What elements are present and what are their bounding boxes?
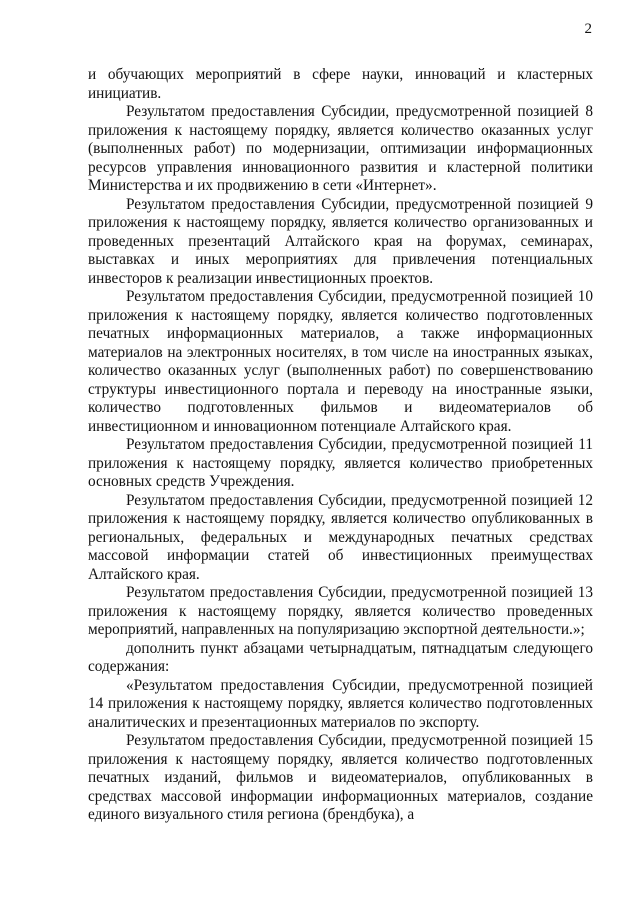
paragraph-1: и обучающих мероприятий в сфере науки, инноваций и кластерных инициатив. <box>88 66 593 102</box>
paragraph-3: Результатом предоставления Субсидии, предусмотренной позицией 9 приложения к настоящему порядку, является количество организованных и проведенных презентаций Алтайского края на форумах, семинарах, выставках и иных мероприятиях для привлечения потенциальных инвесторов к реализации инвестиционных проектов. <box>88 195 593 287</box>
paragraph-4: Результатом предоставления Субсидии, предусмотренной позицией 10 приложения к настоящему порядку, является количество подготовленных печатных информационных материалов, а также информационных материалов на электронных носителях, в том числе на иностранных языках, количество оказанных услуг (выполненных работ) по совершенствованию структуры инвестиционного портала и переводу на иностранные языки, количество подготовленных фильмов и видеоматериалов об инвестиционном и инновационном потенциале Алтайского края. <box>88 288 593 435</box>
paragraph-10: Результатом предоставления Субсидии, предусмотренной позицией 15 приложения к настоящему порядку, является количество подготовленных печатных изданий, фильмов и видеоматериалов, опубликованных в средствах массовой информации информационных материалов, создание единого визуального стиля региона (брендбука), а <box>88 732 593 823</box>
paragraph-2: Результатом предоставления Субсидии, предусмотренной позицией 8 приложения к настоящему порядку, является количество оказанных услуг (выполненных работ) по модернизации, оптимизации информационных ресурсов управления инновационного развития и кластерной политики Министерства и их продвижению в сети «Интернет». <box>88 103 593 194</box>
page-number: 2 <box>584 21 592 37</box>
paragraph-9: «Результатом предоставления Субсидии, предусмотренной позицией 14 приложения к настоящему порядку, является количество подготовленных аналитических и презентационных материалов по экспорту. <box>88 676 593 731</box>
paragraph-6: Результатом предоставления Субсидии, предусмотренной позицией 12 приложения к настоящему порядку, является количество опубликованных в региональных, федеральных и международных печатных средствах массовой информации статей об инвестиционных преимуществах Алтайского края. <box>88 491 593 583</box>
paragraph-8: дополнить пункт абзацами четырнадцатым, пятнадцатым следующего содержания: <box>88 639 593 675</box>
document-body <box>88 66 593 825</box>
paragraph-5: Результатом предоставления Субсидии, предусмотренной позицией 11 приложения к настоящему порядку, является количество приобретенных основных средств Учреждения. <box>88 436 593 490</box>
paragraph-7: Результатом предоставления Субсидии, предусмотренной позицией 13 приложения к настоящему порядку, является количество проведенных мероприятий, направленных на популяризацию экспортной деятельности.»; <box>88 584 593 638</box>
